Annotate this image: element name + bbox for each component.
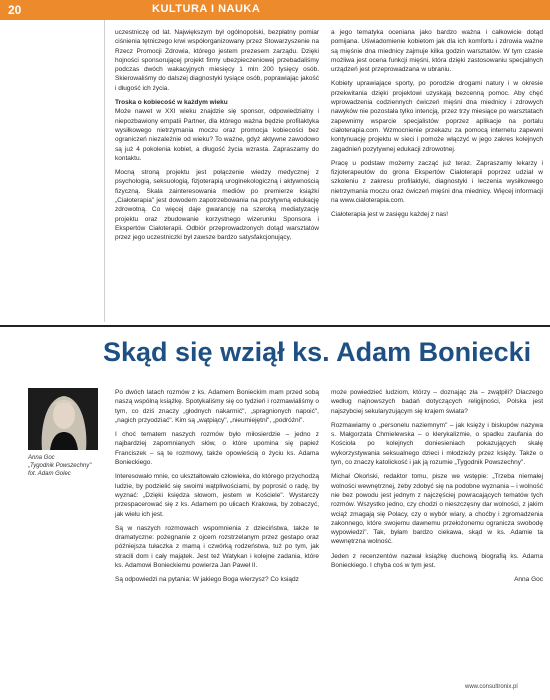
column-rule (104, 20, 105, 322)
author-photo (28, 388, 98, 450)
section-divider (0, 325, 550, 327)
paragraph: Kobiety uprawiające sporty, po porodzie drogami natury i w okresie przekwitania dzięki projektowi uzyskają bezcenną pomoc. Aby chęć wprowadzenia codziennych ćwiczeń mięśni dna miednicy i zdrowych nawyków nie pozostała tylko intencją, przez trzy miesiące po warsztatach zapewnimy wsparcie specjalistów poprzez aplikacje na portalu ciałoterapia.com. Wzmocnienie przekazu za pomocą internetu zapewni kontynuację projektu w sieci i pomoże włączyć w jego zakres kolejnych zagadnień pozytywnej edukacji zdrowotnej. (331, 80, 543, 153)
paragraph: Może nawet w XXI wieku znajdzie się sponsor, odpowiedzialny i niepozbawiony empatii Partner, dla którego ważna będzie profilaktyka wysiłkowego nietrzymania moczu oraz promocja kobiecości bez ograniczeń niezależnie od wieku? To ważne, gdyż aktywne zawodowo są już 4 pokolenia kobiet, a długość życia wzrasta. Zapraszamy do kontaktu. (115, 108, 319, 162)
paragraph: Michał Okoński, redaktor tomu, pisze we wstępie: „Trzeba niemałej wolności wewnętrznej, żeby zdobyć się na podobne wyznania – i wolność nie bez powodu jest jednym z najczęściej powracających tematów tych rozmów. Wszystko jedno, czy chodzi o nieszczęsny dar wolności, z jakim wciąż zmagają się Polacy, czy o wybór wiary, a choćby i zgromadzenia zakonnego, które swojemu dawnemu przełożonemu ogranicza swobodę wypowiedzi". Tak, byłam bardzo ciekawa, skąd w ks. Adamie ta wewnętrzna wolność. (331, 473, 543, 546)
paragraph: Interesowało mnie, co ukształtowało człowieka, do którego przychodzą ludzie, by podzielić się swoimi wątpliwościami, by poprosić o radę, by wyznać: „Dzięki księdza słowom, jestem w Kościele". Wystarczy przespacerować się z ks. Adamem po ulicach Krakowa, by zobaczyć, jak wielu ich jest. (115, 473, 319, 518)
author-signature: Anna Goc (514, 576, 543, 584)
header-bar (0, 0, 550, 20)
paragraph: Po dwóch latach rozmów z ks. Adamem Bonieckim mam przed sobą naszą wspólną książkę. Spotykaliśmy się co tydzień i rozmawialiśmy o tym, co dziś znaczy „głodnych nakarmić", „spragnionych napoić", „nagich przyodziać". Kim są „wątpiący", „nieumiejętni", „podróżni". (115, 389, 319, 424)
paragraph: Mocną stroną projektu jest połączenie wiedzy medycznej z psychologią, seksuologią, fizjoterapią uroginekologiczną i aktywnością fizyczną. Skala zainteresowania mediów po premierze książki „Ciałoterapia" jest dowodem zapotrzebowania na pozytywną edukację zdrowotną. Co więcej daje gwarancję na szeroką mediatyzację projektu oraz zbudowanie korzystnego wizerunku Sponsora i Ekspertów Ciałoterapii. Odbiór przeprowadzonych dotąd warsztatów przez jego uczestniczki był zawsze bardzo satysfakcjonujący, (115, 169, 319, 242)
subheading: Troska o kobiecość w każdym wieku (115, 99, 228, 107)
paragraph: może powiedzieć ludziom, którzy – doznając zła – zwątpili? Dlaczego według najnowszych badań dotyczących religijności, Polska jest najszybciej sekularyzującym się krajem świata? (331, 389, 543, 415)
footer-url: www.consultronix.pl (465, 684, 518, 690)
paragraph: uczestniczę od lat. Największym był ogólnopolski, bezpłatny pomiar ciśnienia tętniczego krwi współorganizowany przez Stowarzyszenie na Rzecz Promocji Zdrowia, którego jestem prezesem zarządu. Dzięki hojności sponsorującej projekt firmy ubezpieczeniowej przebadaliśmy podczas dwóch wakacyjnych miesięcy 1 mln 200 tysięcy osób. Skierowaliśmy do dalszej diagnostyki tysiące osób, poprawiając jakość i długość ich życia. (115, 29, 319, 92)
paragraph: Rozmawiamy o „personelu naziemnym" – jak księży i biskupów nazywa s. Małgorzata Chmielewska – o klerykalizmie, o spadku zaufania do Kościoła po kolejnych doniesieniach pokazujących skalę wykorzystywania seksualnego dzieci i młodzieży przez księży. Także o tym, co znaczy katolickość i jak ją rozumie „Tygodnik Powszechny". (331, 421, 543, 467)
article-column-1 (115, 388, 319, 590)
paragraph: Są odpowiedzi na pytania: W jakiego Boga wierzysz? Co ksiądz (115, 576, 299, 584)
section-title: KULTURA I NAUKA (152, 3, 261, 15)
caption-photo-credit: fot. Adam Golec (28, 471, 71, 477)
article-title: Skąd się wziął ks. Adam Boniecki (103, 337, 532, 367)
top-article-column-1 (115, 28, 319, 248)
paragraph: Są w naszych rozmowach wspomnienia z dzieciństwa, także te dramatyczne: pożegnanie z ojcem rozstrzelanym przez gestapo oraz późniejsza tułaczka z mamą i czwórką rodzeństwa, tuż po tym, jak stracili dom i cały majątek. Jest też Watykan i kolejne zadania, które ks. Adamowi Bonieckiemu powierza Jan Paweł II. (115, 524, 319, 570)
paragraph: I choć tematem naszych rozmów było miłosierdzie – jedno z najbardziej zapomnianych słów, o które upomina się papież Franciszek – są te rozmowy, także opowieścią o życiu ks. Adama Bonieckiego. (115, 431, 319, 467)
paragraph: Pracę u podstaw możemy zacząć już teraz. Zapraszamy lekarzy i fizjoterapeutów do grona Ekspertów Ciałoterapii poprzez udział w szkoleniu z zakresu profilaktyki, diagnostyki i leczenia wysiłkowego nietrzymania moczu oraz ćwiczeń mięśni dna miednicy. Więcej informacji na www.cialoterapia.com. (331, 159, 543, 205)
caption-publication: „Tygodnik Powszechny" (28, 463, 92, 469)
top-article-column-2 (331, 28, 543, 225)
paragraph: Jeden z recenzentów nazwał książkę duchową biografią ks. Adama Bonieckiego. I chyba coś w tym jest. (331, 552, 543, 570)
article-column-2 (331, 388, 543, 590)
paragraph: Ciałoterapia jest w zasięgu każdej z nas! (331, 211, 449, 219)
paragraph: a jego tematyka oceniana jako bardzo ważna i całkowicie dotąd pomijana. Uświadomienie kobietom jak dla ich komfortu i zdrowia ważne są mięśnie dna miednicy zajmuje kilka godzin warsztatów. W tym czasie możliwa jest ocena funkcji mięśni, która dzięki zastosowaniu specjalnych urządzeń jest przeprowadzana w ubraniu. (331, 29, 543, 74)
caption-author: Anna Goc (28, 455, 55, 461)
page-number: 20 (8, 3, 22, 17)
photo-caption (28, 454, 104, 478)
